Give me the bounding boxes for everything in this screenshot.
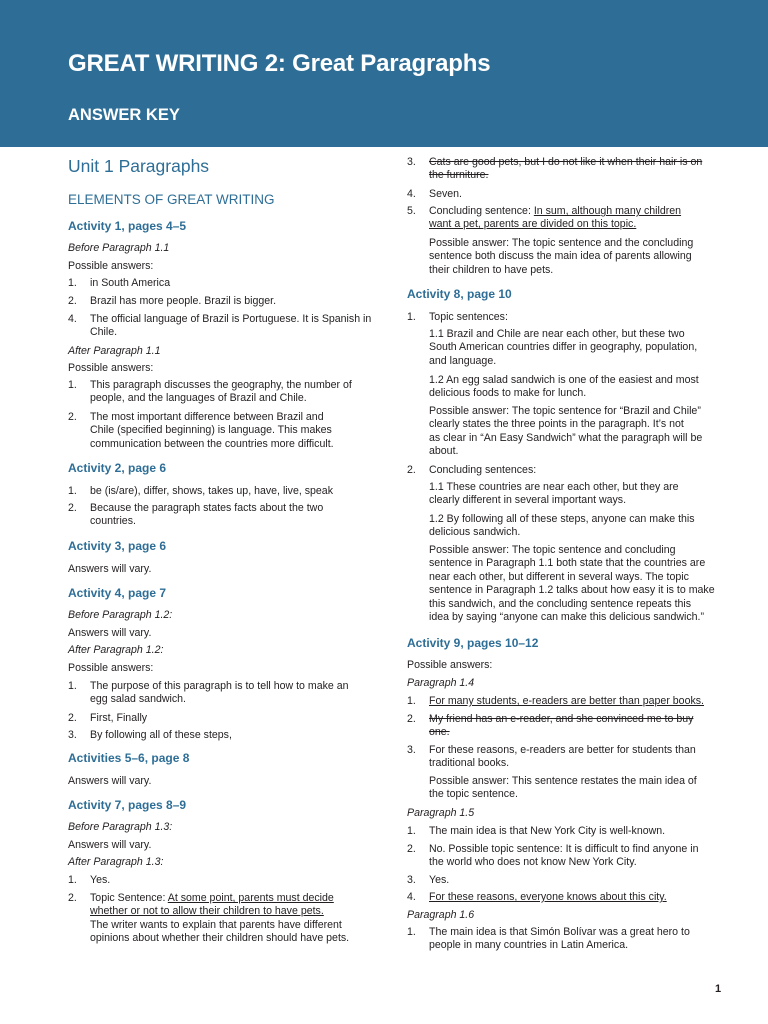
- body-text: Answers will vary.: [68, 563, 152, 575]
- label: Possible answers:: [68, 662, 154, 674]
- label: Possible answers:: [68, 362, 154, 374]
- subheading: Before Paragraph 1.3:: [68, 821, 173, 833]
- label: Possible answers:: [68, 260, 154, 272]
- activity-4-heading: Activity 4, page 7: [68, 586, 167, 600]
- answer-sub: 1.1 These countries are near each other, but they are clearly different in several important ways.: [429, 481, 679, 507]
- document-subtitle: ANSWER KEY: [68, 106, 180, 124]
- subheading: After Paragraph 1.3:: [68, 856, 164, 868]
- unit-heading: Unit 1 Paragraphs: [68, 156, 210, 176]
- subheading: Paragraph 1.6: [407, 909, 475, 921]
- body-text: Answers will vary.: [68, 775, 152, 787]
- activity-3-heading: Activity 3, page 6: [68, 539, 167, 553]
- answer-sub: 1.2 An egg salad sandwich is one of the easiest and most delicious foods to make for lunch.: [429, 374, 699, 400]
- page-number: 1: [715, 983, 722, 995]
- section-heading: ELEMENTS OF GREAT WRITING: [68, 192, 275, 207]
- activity-7-heading: Activity 7, pages 8–9: [68, 798, 187, 812]
- body-text: Answers will vary.: [68, 627, 152, 639]
- label: Possible answers:: [407, 659, 493, 671]
- subheading: Before Paragraph 1.1: [68, 242, 170, 254]
- body-text: Answers will vary.: [68, 839, 152, 851]
- answer-sub: 1.2 By following all of these steps, anyone can make this delicious sandwich.: [429, 513, 695, 539]
- activity-1-heading: Activity 1, pages 4–5: [68, 219, 187, 233]
- activity-9-heading: Activity 9, pages 10–12: [407, 636, 539, 650]
- subheading: Paragraph 1.5: [407, 807, 475, 819]
- answer-note: Possible answer: The topic sentence for “Brazil and Chile” clearly states the three points in the paragraph. It’s not as clear in “An Easy Sandwich” what the paragraph will be about.: [429, 405, 703, 458]
- subheading: After Paragraph 1.1: [68, 345, 161, 357]
- answer-note: Possible answer: The topic sentence and the concluding sentence both discuss the main idea of parents allowing their children to have pets.: [429, 237, 694, 276]
- answer-note: Possible answer: The topic sentence and concluding sentence in Paragraph 1.1 both state that the countries are near each other, but different in several ways. The topic sentence in Paragraph 1.2 talks about how easy it is to make this sandwich, and the concluding sentence repeats this idea by saying “anyone can make this delicious sandwich.”: [429, 544, 715, 624]
- activities-5-6-heading: Activities 5–6, page 8: [68, 751, 190, 765]
- activity-2-heading: Activity 2, page 6: [68, 461, 167, 475]
- subheading: Paragraph 1.4: [407, 677, 475, 689]
- header-banner: [0, 0, 768, 147]
- answer-sub: 1.1 Brazil and Chile are near each other, but these two South American countries differ in geography, population, and language.: [429, 328, 698, 367]
- document-title: GREAT WRITING 2: Great Paragraphs: [68, 50, 491, 77]
- subheading: Before Paragraph 1.2:: [68, 609, 173, 621]
- subheading: After Paragraph 1.2:: [68, 644, 164, 656]
- activity-8-heading: Activity 8, page 10: [407, 287, 512, 301]
